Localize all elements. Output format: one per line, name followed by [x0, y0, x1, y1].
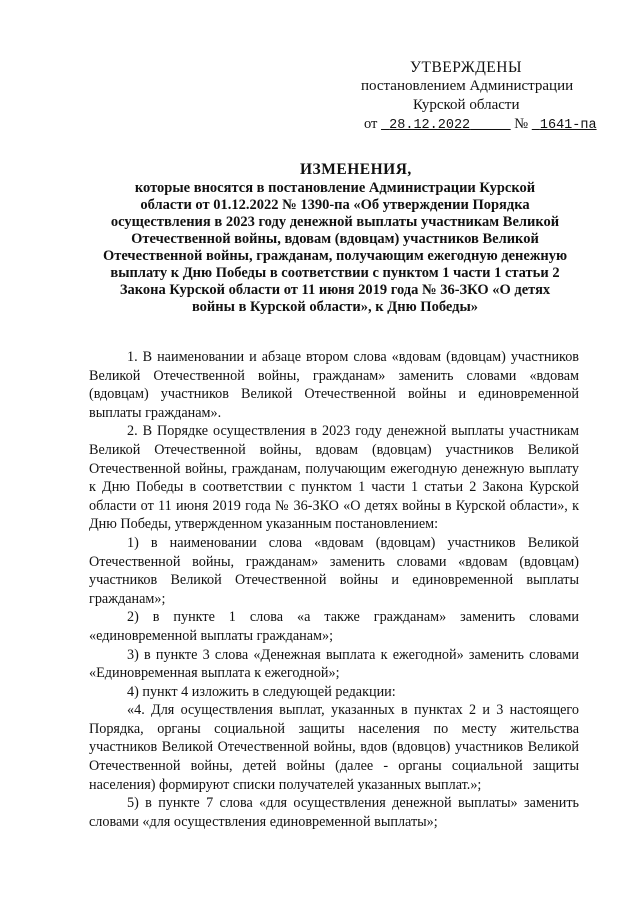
document-subtitle: [90, 180, 580, 316]
quoted-paragraph-4: «4. Для осуществления выплат, указанных в пунктах 2 и 3 настоящего Порядка, органы социальной защиты населения по месту жительства участников Великой Отечественной войны, вдов (вдовцов) участников Великой Отечественной войны, детей войны (далее - органы социальной защиты населения) формируют списки получателей указанных выплат.»;: [89, 702, 579, 793]
paragraph-2-item-2: 2) в пункте 1 слова «а также гражданам» заменить словами «единовременной выплаты гражданам»;: [89, 609, 579, 644]
subtitle-line: осуществления в 2023 году денежной выплаты участникам Великой: [110, 214, 560, 230]
paragraph-2-item-4: 4) пункт 4 изложить в следующей редакции:: [127, 683, 396, 700]
subtitle-line: области от 01.12.2022 № 1390-па «Об утверждении Порядка: [140, 197, 530, 213]
subtitle-line: войны в Курской области», к Дню Победы»: [191, 299, 479, 315]
paragraph-2: 2. В Порядке осуществления в 2023 году денежной выплаты участникам Великой Отечественной войны, вдовам (вдовцам) участников Великой Отечественной войны, гражданам, получающим ежегодную денежную выплату к Дню Победы в соответствии с пунктом 1 части 1 статьи 2 Закона Курской области от 11 июня 2019 года № 36-ЗКО «О детях войны в Курской области», к Дню Победы, утвержденном указанным постановлением:: [89, 423, 579, 533]
subtitle-line: Отечественной войны, гражданам, получающим ежегодную денежную: [102, 248, 568, 264]
number-prefix: №: [514, 116, 529, 132]
document-title: ИЗМЕНЕНИЯ,: [300, 161, 412, 178]
approval-date-line: [364, 115, 597, 135]
paragraph-2-item-3: 3) в пункте 3 слова «Денежная выплата к ежегодной» заменить словами «Единовременная выплата к ежегодной»;: [89, 646, 579, 682]
paragraph-2-item-5: 5) в пункте 7 слова «для осуществления денежной выплаты» заменить словами «для осуществления единовременной выплаты»;: [89, 795, 579, 830]
document-body: [89, 348, 579, 831]
approval-number: 1641-па: [539, 118, 597, 133]
subtitle-line: Закона Курской области от 11 июня 2019 года № 36-ЗКО «О детях: [119, 282, 551, 298]
approval-heading: УТВЕРЖДЕНЫ: [410, 59, 522, 76]
paragraph-2-item-1: 1) в наименовании слова «вдовам (вдовцам) участников Великой Отечественной войны, гражданам» заменить словами «вдовам (вдовцам) участников Великой Отечественной войны и единовременной выплаты гражданам»;: [89, 534, 579, 607]
paragraph-1: 1. В наименовании и абзаце втором слова «вдовам (вдовцам) участников Великой Отечественной войны, гражданам» заменить словами «вдовам (вдовцам) участников Великой Отечественной войны и единовременной выплаты гражданам».: [89, 349, 579, 421]
subtitle-line: выплату к Дню Победы в соответствии с пунктом 1 части 1 статьи 2: [110, 265, 560, 281]
subtitle-line: которые вносятся в постановление Администрации Курской: [134, 180, 536, 196]
approval-date: 28.12.2022: [389, 118, 471, 133]
date-prefix: от: [364, 116, 378, 132]
approval-issuer: постановлением Администрации: [361, 78, 574, 94]
subtitle-line: Отечественной войны, вдовам (вдовцам) участников Великой: [131, 231, 539, 247]
approval-region: Курской области: [413, 97, 520, 113]
